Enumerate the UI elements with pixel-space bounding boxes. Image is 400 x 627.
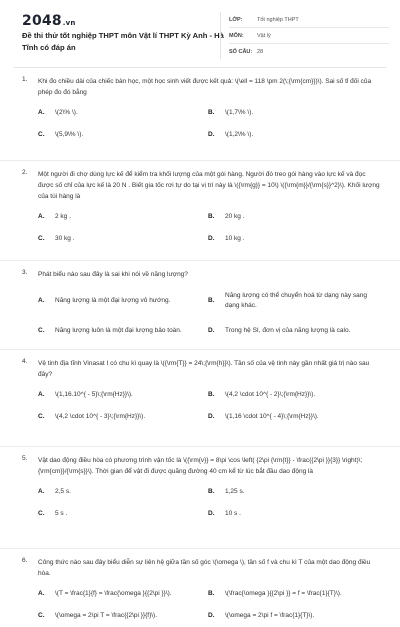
option-c[interactable]	[38, 406, 208, 428]
answer-options	[38, 286, 380, 346]
option-a[interactable]	[38, 102, 208, 124]
answer-options	[38, 384, 380, 428]
option-text: Năng lượng luôn là một đại lượng bảo toàn.	[55, 327, 182, 334]
option-key: D.	[208, 327, 215, 334]
option-c[interactable]	[38, 503, 208, 525]
question-list	[0, 76, 400, 627]
option-text: \(\omega = 2\pi f = \frac{1}{T}\).	[225, 612, 315, 619]
question-text: Vật dao động điều hòa có phương trình vận tốc là \({\rm{v}} = 8\pi \cos \left( {2\pi {\rm{t}} - \frac{{2\pi }}{3}} \right)\;{\rm{cm}}/{\rm{s}}\). Thời gian để vật đi được quãng đường 40 cm kể từ lúc bắt đầu dao động là	[38, 457, 363, 475]
option-d[interactable]	[208, 503, 378, 525]
option-text: \(1,16.10^{ - 5}\;{\rm{Hz}}\).	[55, 391, 133, 398]
option-a[interactable]	[38, 206, 208, 228]
option-key: A.	[38, 297, 45, 304]
option-key: A.	[38, 109, 45, 116]
option-key: D.	[208, 612, 215, 619]
option-d[interactable]	[208, 124, 378, 146]
question-text: Khi đo chiều dài của chiếc bàn học, một học sinh viết được kết quả: \(\ell = 118 \pm 2(\;{\rm{cm}})\). Sai số tỉ đối của phép đo đó bằng	[38, 78, 372, 96]
meta-value: Vật lý	[257, 32, 271, 39]
option-b[interactable]	[208, 102, 378, 124]
site-logo[interactable]	[22, 13, 76, 29]
exam-title: Đề thi thử tốt nghiệp THPT môn Vật lí THPT Kỳ Anh - Hà Tĩnh có đáp án	[22, 31, 224, 52]
option-key: A.	[38, 590, 45, 597]
option-key: A.	[38, 213, 45, 220]
option-key: B.	[208, 297, 215, 304]
question-2	[0, 169, 400, 261]
option-d[interactable]	[208, 316, 378, 346]
question-number: 2.	[22, 169, 28, 176]
option-key: D.	[208, 235, 215, 242]
option-d[interactable]	[208, 605, 378, 627]
option-key: C.	[38, 612, 45, 619]
option-text: \(1,7\% \).	[225, 109, 254, 116]
question-text: Công thức nào sau đây biểu diễn sự liên hệ giữa tần số góc \(\omega \), tần số f và chu kì T của một dao động điều hòa.	[38, 559, 371, 577]
option-key: C.	[38, 413, 45, 420]
meta-value: Tốt nghiệp THPT	[257, 16, 299, 23]
exam-meta-table	[220, 12, 389, 59]
option-a[interactable]	[38, 583, 208, 605]
meta-row-class	[229, 12, 389, 28]
option-key: A.	[38, 488, 45, 495]
option-text: \(1,2\% \).	[225, 131, 254, 138]
question-number: 6.	[22, 557, 28, 564]
option-text: 20 kg .	[225, 213, 245, 220]
option-c[interactable]	[38, 316, 208, 346]
exam-header	[0, 0, 400, 66]
option-text: 1,25 s.	[225, 488, 245, 495]
option-text: \(1,16 \cdot 10^{ - 4}\;{\rm{Hz}}\).	[225, 413, 319, 420]
option-text: \(\omega = 2\pi T = \frac{{2\pi }}{f}\).	[55, 612, 158, 619]
option-text: \(\frac{\omega }{{2\pi }} = f = \frac{1}{T}\).	[225, 590, 342, 597]
question-4	[0, 358, 400, 447]
question-text: Vệ tinh địa tĩnh Vinasat I có chu kì quay là \({\rm{T}} = 24\;{\rm{h}}\). Tần số của vệ tinh này gần nhất giá trị nào sau đây?	[38, 360, 370, 378]
option-b[interactable]	[208, 286, 378, 316]
question-number: 3.	[22, 269, 28, 276]
option-text: \(4,2 \cdot 10^{ - 3}\;{\rm{Hz}}\).	[55, 413, 146, 420]
option-key: C.	[38, 131, 45, 138]
option-a[interactable]	[38, 384, 208, 406]
question-number: 1.	[22, 76, 28, 83]
question-text: Một người đi chợ dùng lực kế để kiểm tra khối lượng của một gói hàng. Người đó treo gói hàng vào lực kế và đọc được số chỉ của lực kế là 20 N . Biết gia tốc rơi tự do tại vị trí này là \({\rm{g}} = 10\) \({\rm{m}}/{\rm{s}}^2}\). Khối lượng của túi hàng là	[38, 171, 380, 200]
answer-options	[38, 583, 380, 627]
option-d[interactable]	[208, 228, 378, 250]
option-text: \(T = \frac{1}{f} = \frac{\omega }{{2\pi }}\).	[55, 590, 172, 597]
meta-value: 28	[257, 48, 264, 55]
option-text: \(2\% \).	[55, 109, 78, 116]
option-key: C.	[38, 327, 45, 334]
option-d[interactable]	[208, 406, 378, 428]
meta-key: SỐ CÂU:	[229, 48, 253, 55]
question-1	[0, 76, 400, 161]
option-c[interactable]	[38, 124, 208, 146]
option-b[interactable]	[208, 384, 378, 406]
option-key: D.	[208, 510, 215, 517]
option-c[interactable]	[38, 228, 208, 250]
option-key: B.	[208, 488, 215, 495]
option-key: D.	[208, 131, 215, 138]
option-key: A.	[38, 391, 45, 398]
option-key: B.	[208, 213, 215, 220]
question-text: Phát biểu nào sau đây là sai khi nói về năng lượng?	[38, 271, 188, 278]
option-key: B.	[208, 109, 215, 116]
option-text: Năng lượng có thể chuyển hoá từ dạng này sang dạng khác.	[225, 292, 367, 309]
meta-row-subject	[229, 28, 389, 44]
option-text: 5 s .	[55, 510, 68, 517]
option-key: C.	[38, 235, 45, 242]
option-b[interactable]	[208, 583, 378, 605]
option-text: \(4,2 \cdot 10^{ - 2}\;{\rm{Hz}}\).	[225, 391, 316, 398]
option-b[interactable]	[208, 481, 378, 503]
option-text: 2 kg .	[55, 213, 71, 220]
meta-row-question-count	[229, 44, 389, 59]
option-text: 30 kg .	[55, 235, 75, 242]
option-text: \(5,9\% \).	[55, 131, 84, 138]
option-text: 10 kg .	[225, 235, 245, 242]
option-a[interactable]	[38, 286, 208, 316]
answer-options	[38, 481, 380, 525]
logo-suffix: .vn	[62, 19, 76, 27]
option-key: C.	[38, 510, 45, 517]
answer-options	[38, 102, 380, 146]
question-6	[0, 557, 400, 627]
option-a[interactable]	[38, 481, 208, 503]
option-c[interactable]	[38, 605, 208, 627]
option-key: B.	[208, 590, 215, 597]
option-text: Trong hệ SI, đơn vị của năng lượng là calo.	[225, 327, 351, 334]
answer-options	[38, 206, 380, 250]
meta-key: MÔN:	[229, 32, 244, 39]
option-key: D.	[208, 413, 215, 420]
option-text: 10 s .	[225, 510, 241, 517]
option-text: 2,5 s.	[55, 488, 71, 495]
option-key: B.	[208, 391, 215, 398]
question-5	[0, 455, 400, 549]
question-number: 5.	[22, 455, 28, 462]
logo-main: 2048	[22, 13, 62, 29]
header-divider	[14, 67, 386, 68]
question-3	[0, 269, 400, 350]
meta-key: LỚP:	[229, 16, 243, 23]
option-text: Năng lượng là một đại lượng vô hướng.	[55, 297, 171, 304]
option-b[interactable]	[208, 206, 378, 228]
question-number: 4.	[22, 358, 28, 365]
